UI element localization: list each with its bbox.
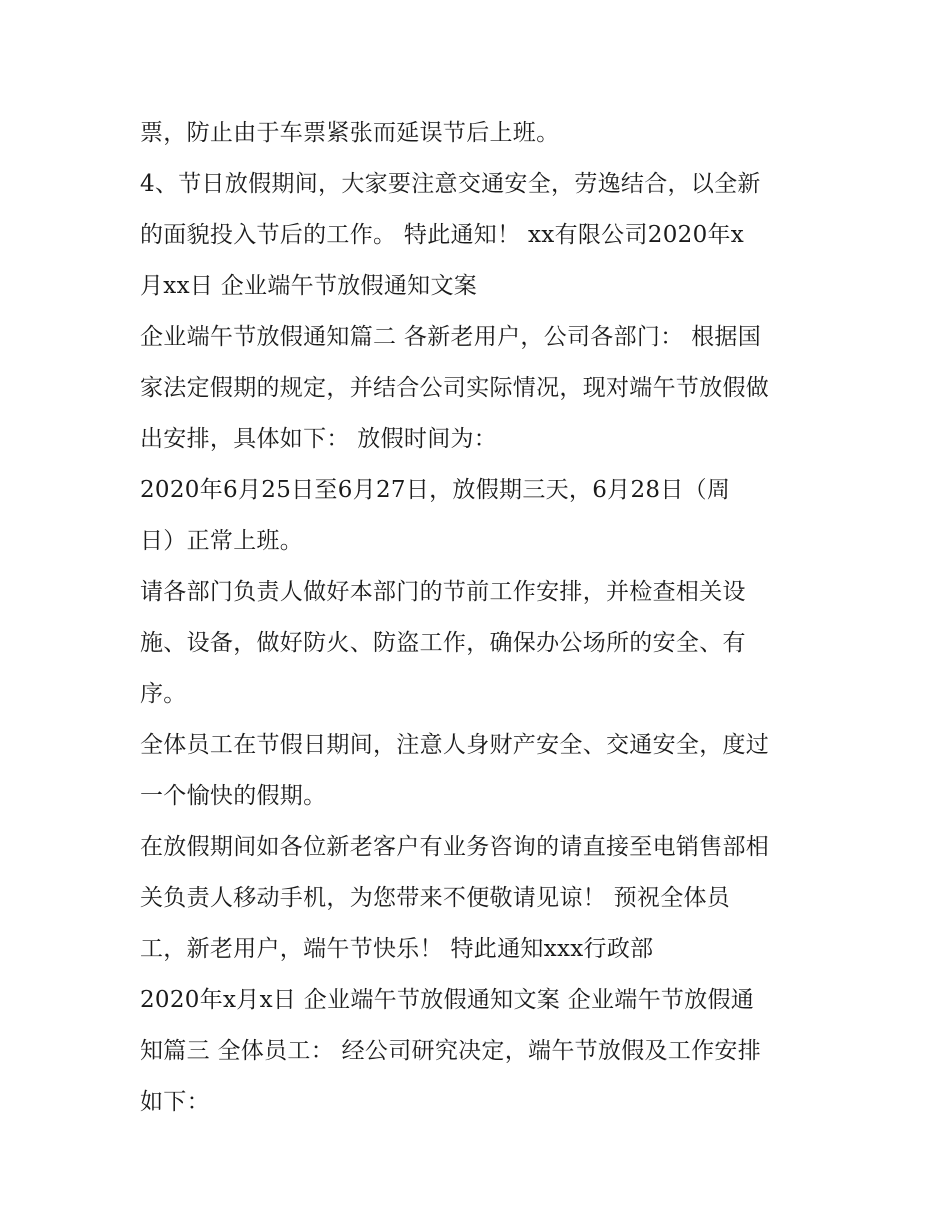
text-line: 4、节日放假期间，大家要注意交通安全，劳逸结合，以全新: [140, 171, 761, 197]
text-line: 全体员工在节假日期间，注意人身财产安全、交通安全，度过: [140, 732, 770, 758]
document-body: [140, 108, 820, 1128]
text-line: 请各部门负责人做好本部门的节前工作安排，并检查相关设: [140, 579, 746, 605]
text-line: 月xx日 企业端午节放假通知文案: [140, 273, 478, 299]
text-line: 出安排，具体如下： 放假时间为：: [140, 426, 498, 452]
text-line: 企业端午节放假通知篇二 各新老用户，公司各部门： 根据国: [140, 324, 762, 350]
text-line: 的面貌投入节后的工作。 特此通知！ xx有限公司2020年x: [140, 222, 745, 248]
text-line: 家法定假期的规定，并结合公司实际情况，现对端午节放假做: [140, 375, 770, 401]
text-line: 在放假期间如各位新老客户有业务咨询的请直接至电销售部相: [140, 834, 770, 860]
text-line: 一个愉快的假期。: [140, 783, 327, 809]
text-line: 票，防止由于车票紧张而延误节后上班。: [140, 120, 560, 146]
text-line: 序。: [140, 681, 187, 707]
text-line: 2020年6月25日至6月27日，放假期三天，6月28日（周: [140, 477, 731, 503]
text-line: 日）正常上班。: [140, 528, 304, 554]
text-line: 工，新老用户，端午节快乐！ 特此通知xxx行政部: [140, 936, 654, 962]
text-line: 关负责人移动手机，为您带来不便敬请见谅！ 预祝全体员: [140, 885, 731, 911]
text-line: 施、设备，做好防火、防盗工作，确保办公场所的安全、有: [140, 630, 746, 656]
text-line: 知篇三 全体员工： 经公司研究决定，端午节放假及工作安排: [140, 1038, 762, 1064]
text-line: 如下：: [140, 1089, 210, 1115]
text-line: 2020年x月x日 企业端午节放假通知文案 企业端午节放假通: [140, 987, 755, 1013]
